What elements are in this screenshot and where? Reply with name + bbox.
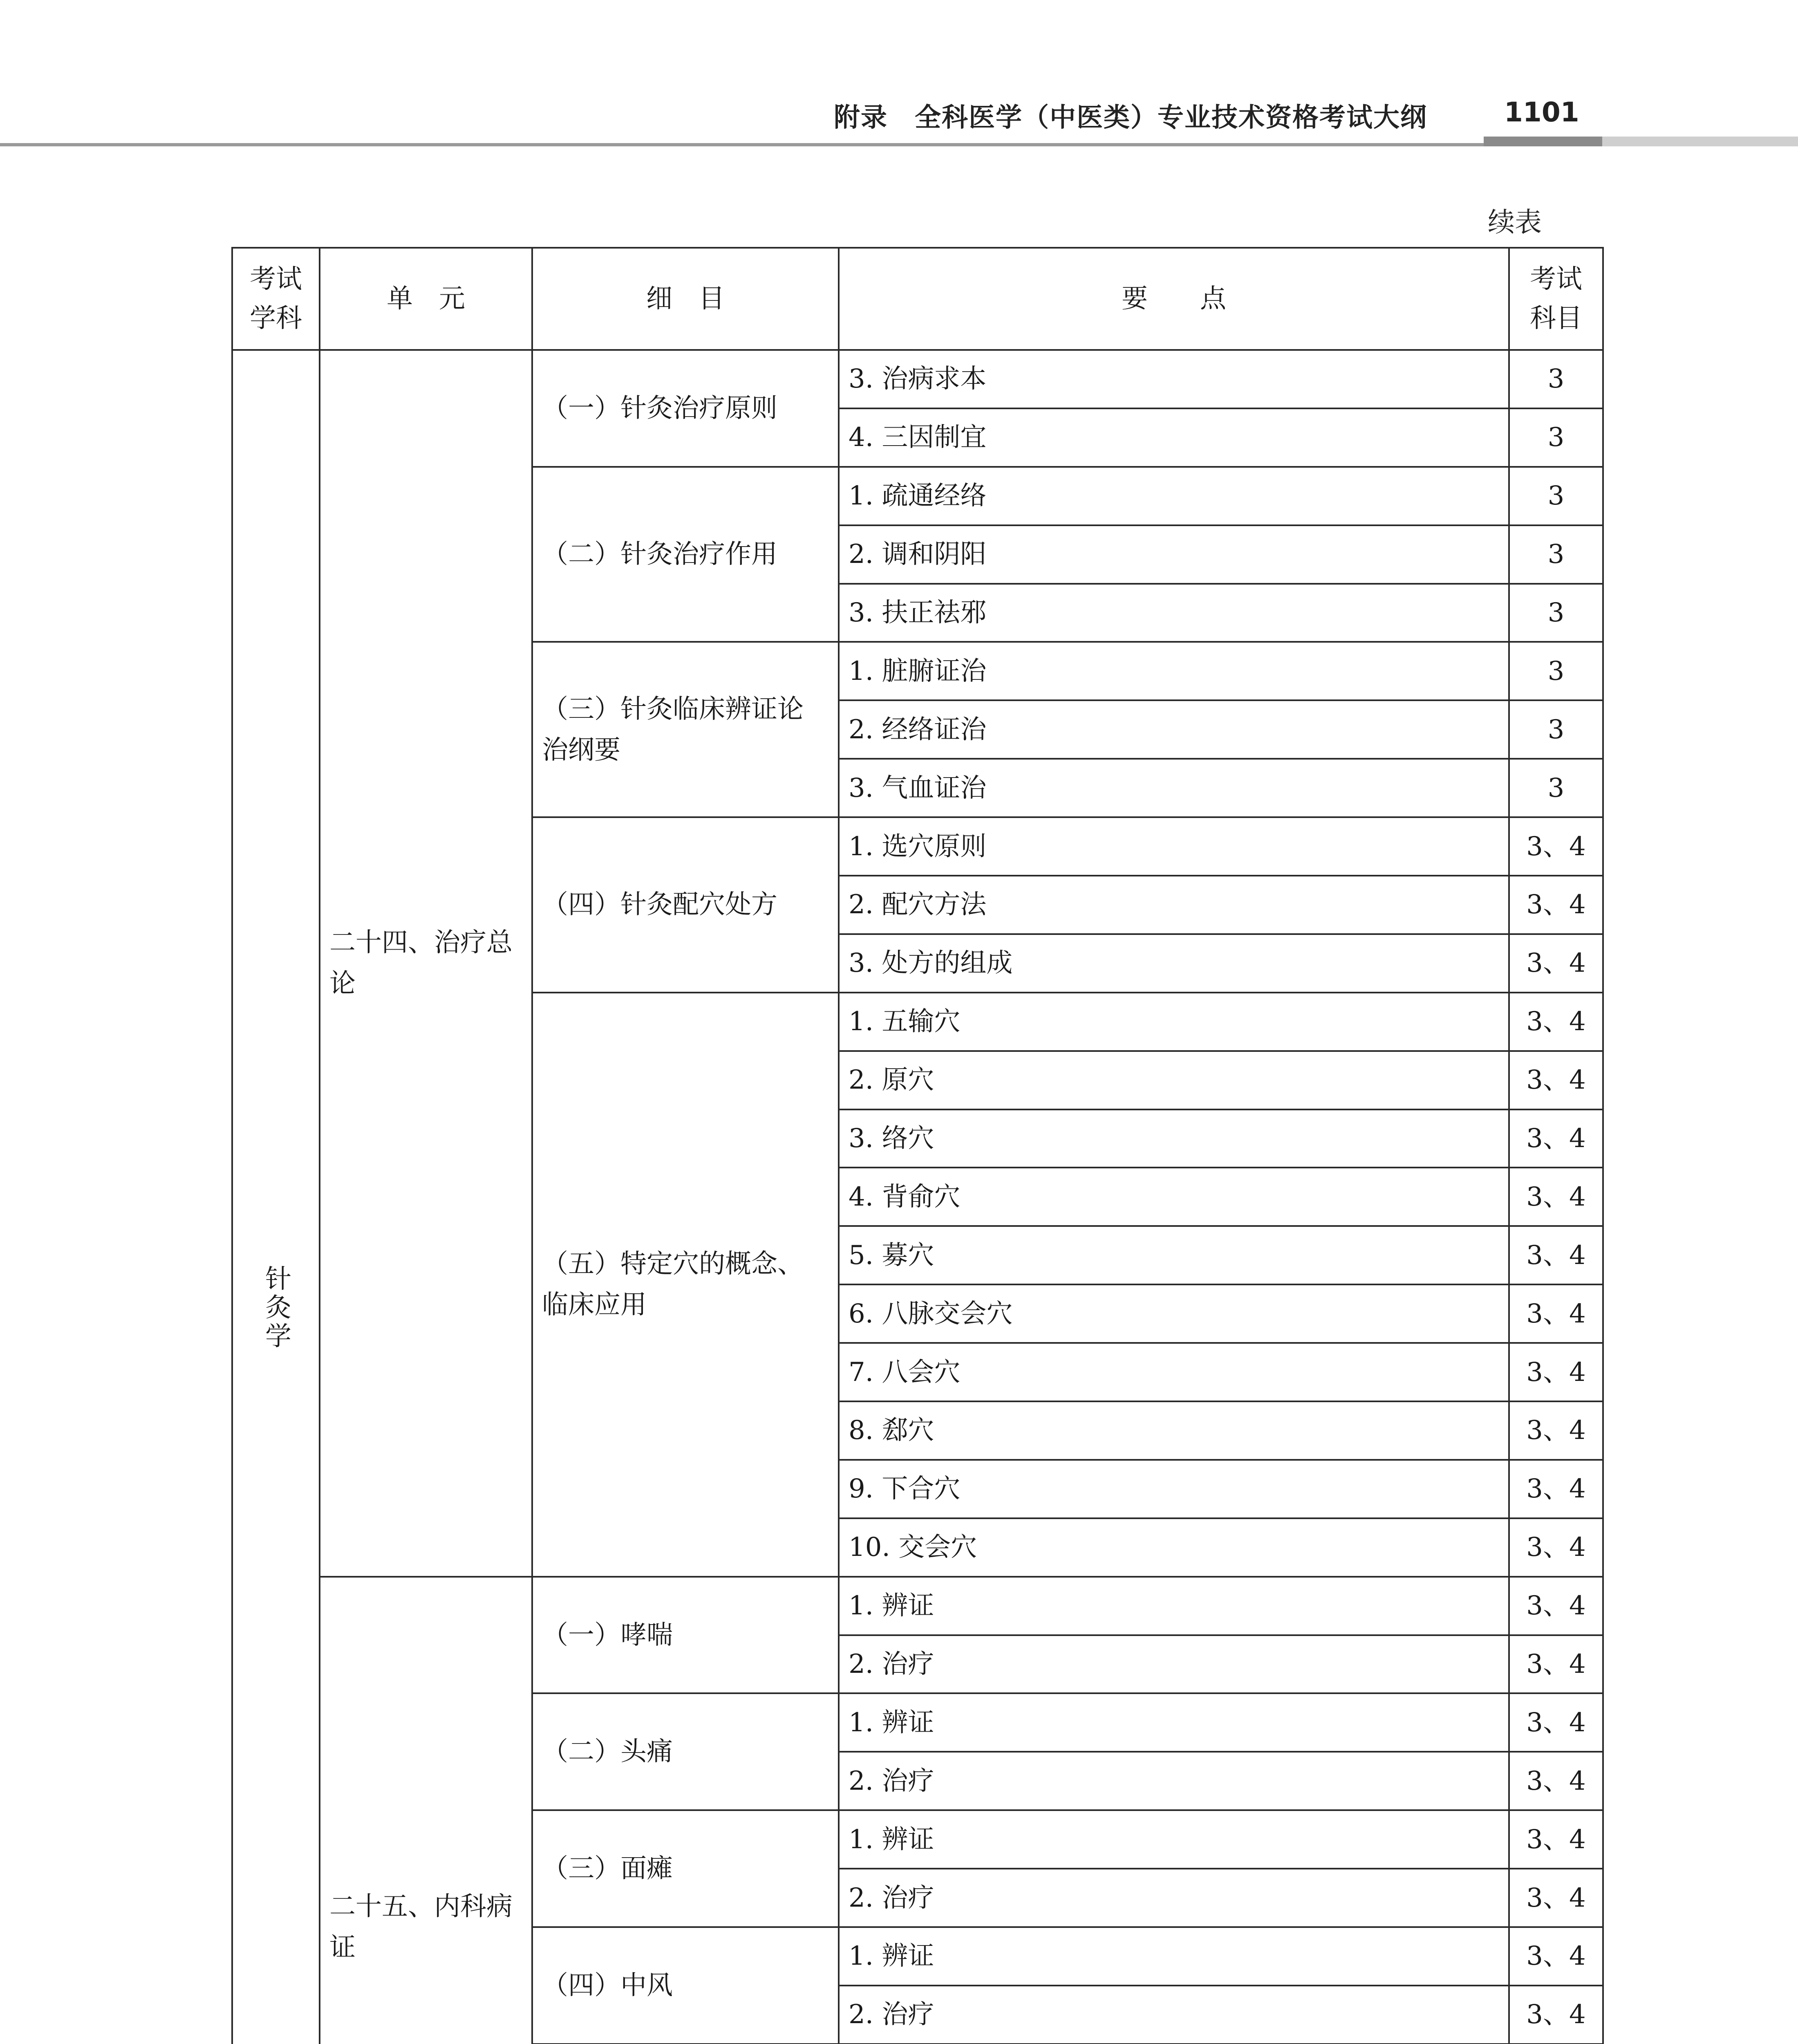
column-header-point: 要 点 — [839, 248, 1509, 350]
level-cell: 3、4 — [1509, 1226, 1603, 1284]
level-cell: 3 — [1509, 759, 1603, 817]
point-cell: 6. 八脉交会穴 — [839, 1284, 1509, 1343]
item-cell: （三）面瘫 — [532, 1810, 839, 1927]
level-cell: 3 — [1509, 350, 1603, 408]
level-cell: 3、4 — [1509, 1810, 1603, 1869]
point-cell: 2. 配穴方法 — [839, 876, 1509, 934]
unit-cell: 二十四、治疗总论 — [320, 350, 532, 1577]
column-header-item: 细 目 — [532, 248, 839, 350]
level-cell: 3、4 — [1509, 1752, 1603, 1810]
point-cell: 3. 气血证治 — [839, 759, 1509, 817]
table-body — [232, 350, 1603, 2044]
point-cell: 1. 辨证 — [839, 1927, 1509, 1986]
item-cell: （二）头痛 — [532, 1693, 839, 1810]
page-number: 1101 — [1504, 96, 1579, 128]
table-header-row — [232, 248, 1603, 350]
table-row — [232, 350, 1603, 408]
point-cell: 2. 经络证治 — [839, 700, 1509, 759]
point-cell: 4. 三因制宜 — [839, 408, 1509, 467]
point-cell: 4. 背俞穴 — [839, 1168, 1509, 1226]
level-cell: 3 — [1509, 467, 1603, 525]
level-cell: 3 — [1509, 642, 1603, 700]
level-cell: 3 — [1509, 584, 1603, 642]
level-cell: 3、4 — [1509, 1577, 1603, 1635]
level-cell: 3、4 — [1509, 1927, 1603, 1986]
column-header-level: 考试科目 — [1509, 248, 1603, 350]
point-cell: 9. 下合穴 — [839, 1460, 1509, 1518]
level-cell: 3、4 — [1509, 1635, 1603, 1694]
point-cell: 1. 辨证 — [839, 1810, 1509, 1869]
level-cell: 3、4 — [1509, 1460, 1603, 1518]
item-cell: （一）针灸治疗原则 — [532, 350, 839, 467]
level-cell: 3 — [1509, 700, 1603, 759]
level-cell: 3、4 — [1509, 993, 1603, 1051]
level-cell: 3、4 — [1509, 1168, 1603, 1226]
point-cell: 1. 五输穴 — [839, 993, 1509, 1051]
header-rule-tail — [1602, 137, 1798, 146]
point-cell: 2. 治疗 — [839, 1986, 1509, 2044]
point-cell: 2. 治疗 — [839, 1869, 1509, 1927]
point-cell: 7. 八会穴 — [839, 1343, 1509, 1401]
item-cell: （四）中风 — [532, 1927, 839, 2044]
level-cell: 3、4 — [1509, 1869, 1603, 1927]
subject-label: 针灸学 — [261, 1265, 291, 1351]
running-head-title: 附录 全科医学（中医类）专业技术资格考试大纲 — [834, 103, 1427, 133]
point-cell: 1. 疏通经络 — [839, 467, 1509, 525]
level-cell: 3、4 — [1509, 817, 1603, 876]
point-cell: 2. 原穴 — [839, 1051, 1509, 1109]
point-cell: 2. 调和阴阳 — [839, 525, 1509, 584]
level-cell: 3、4 — [1509, 1051, 1603, 1109]
column-header-unit: 单 元 — [320, 248, 532, 350]
point-cell: 3. 络穴 — [839, 1109, 1509, 1168]
table-row — [232, 1577, 1603, 1635]
running-head — [0, 0, 1798, 147]
point-cell: 3. 处方的组成 — [839, 934, 1509, 993]
level-cell: 3、4 — [1509, 1284, 1603, 1343]
item-cell: （一）哮喘 — [532, 1577, 839, 1694]
point-cell: 2. 治疗 — [839, 1752, 1509, 1810]
header-rule — [0, 143, 1602, 146]
item-cell: （二）针灸治疗作用 — [532, 467, 839, 642]
level-cell: 3、4 — [1509, 1401, 1603, 1460]
level-cell: 3、4 — [1509, 1109, 1603, 1168]
level-cell: 3、4 — [1509, 1986, 1603, 2044]
syllabus-table — [231, 247, 1604, 2044]
point-cell: 1. 脏腑证治 — [839, 642, 1509, 700]
item-cell: （五）特定穴的概念、临床应用 — [532, 993, 839, 1577]
point-cell: 1. 辨证 — [839, 1577, 1509, 1635]
point-cell: 10. 交会穴 — [839, 1518, 1509, 1577]
continued-label: 续表 — [1488, 206, 1542, 238]
level-cell: 3、4 — [1509, 1693, 1603, 1752]
level-cell: 3 — [1509, 525, 1603, 584]
point-cell: 1. 辨证 — [839, 1693, 1509, 1752]
level-cell: 3、4 — [1509, 876, 1603, 934]
unit-cell: 二十五、内科病证 — [320, 1577, 532, 2044]
point-cell: 1. 选穴原则 — [839, 817, 1509, 876]
level-cell: 3、4 — [1509, 934, 1603, 993]
level-cell: 3 — [1509, 408, 1603, 467]
column-header-subject: 考试学科 — [232, 248, 320, 350]
point-cell: 2. 治疗 — [839, 1635, 1509, 1694]
item-cell: （三）针灸临床辨证论治纲要 — [532, 642, 839, 817]
point-cell: 3. 治病求本 — [839, 350, 1509, 408]
level-cell: 3、4 — [1509, 1343, 1603, 1401]
item-cell: （四）针灸配穴处方 — [532, 817, 839, 993]
point-cell: 8. 郄穴 — [839, 1401, 1509, 1460]
point-cell: 5. 募穴 — [839, 1226, 1509, 1284]
header-rule-accent — [1484, 137, 1602, 146]
point-cell: 3. 扶正祛邪 — [839, 584, 1509, 642]
level-cell: 3、4 — [1509, 1518, 1603, 1577]
subject-cell — [232, 350, 320, 2044]
